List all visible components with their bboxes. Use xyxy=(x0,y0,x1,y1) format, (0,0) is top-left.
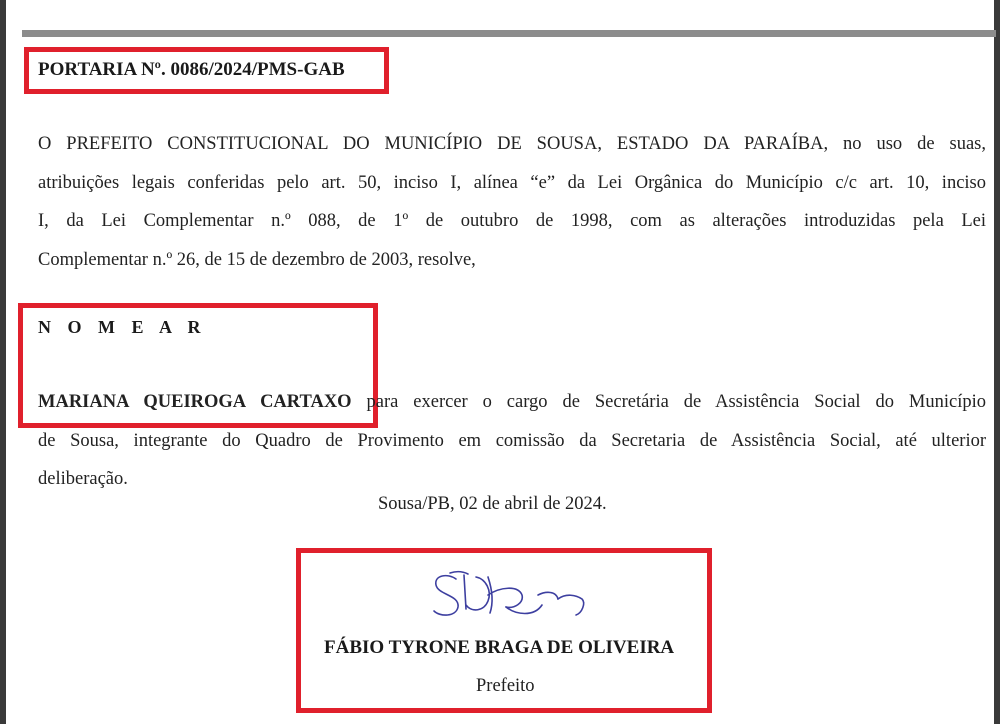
signer-role: Prefeito xyxy=(476,676,535,696)
handwritten-signature xyxy=(426,565,601,625)
preamble-line: O PREFEITO CONSTITUCIONAL DO MUNICÍPIO DE SOUSA, ESTADO DA PARAÍBA, no uso de suas, xyxy=(38,134,986,154)
appointment-line: deliberação. xyxy=(38,469,128,489)
appointment-paragraph xyxy=(38,383,986,499)
appointee-name: MARIANA QUEIROGA CARTAXO xyxy=(38,392,352,412)
appointment-line: de Sousa, integrante do Quadro de Provimento em comissão da Secretaria de Assistência Social, até ulterior xyxy=(38,430,986,451)
appointment-line-1 xyxy=(38,383,986,422)
document-page xyxy=(6,0,994,724)
appointment-text: para exercer o cargo de Secretária de Assistência Social do Município xyxy=(351,392,986,412)
preamble-line: I, da Lei Complementar n.º 088, de 1º de outubro de 1998, com as alterações introduzidas pela Lei xyxy=(38,211,986,231)
top-rule xyxy=(22,30,996,37)
preamble-line: Complementar n.º 26, de 15 de dezembro de 2003, resolve, xyxy=(38,249,476,270)
place-date: Sousa/PB, 02 de abril de 2024. xyxy=(378,494,607,514)
preamble-line: atribuições legais conferidas pelo art. 50, inciso I, alínea “e” da Lei Orgânica do Município c/c art. 10, inciso xyxy=(38,172,986,193)
preamble-paragraph xyxy=(38,125,986,279)
action-heading: N O M E A R xyxy=(38,317,207,337)
document-title: PORTARIA Nº. 0086/2024/PMS-GAB xyxy=(38,59,345,80)
signer-name: FÁBIO TYRONE BRAGA DE OLIVEIRA xyxy=(324,637,675,658)
